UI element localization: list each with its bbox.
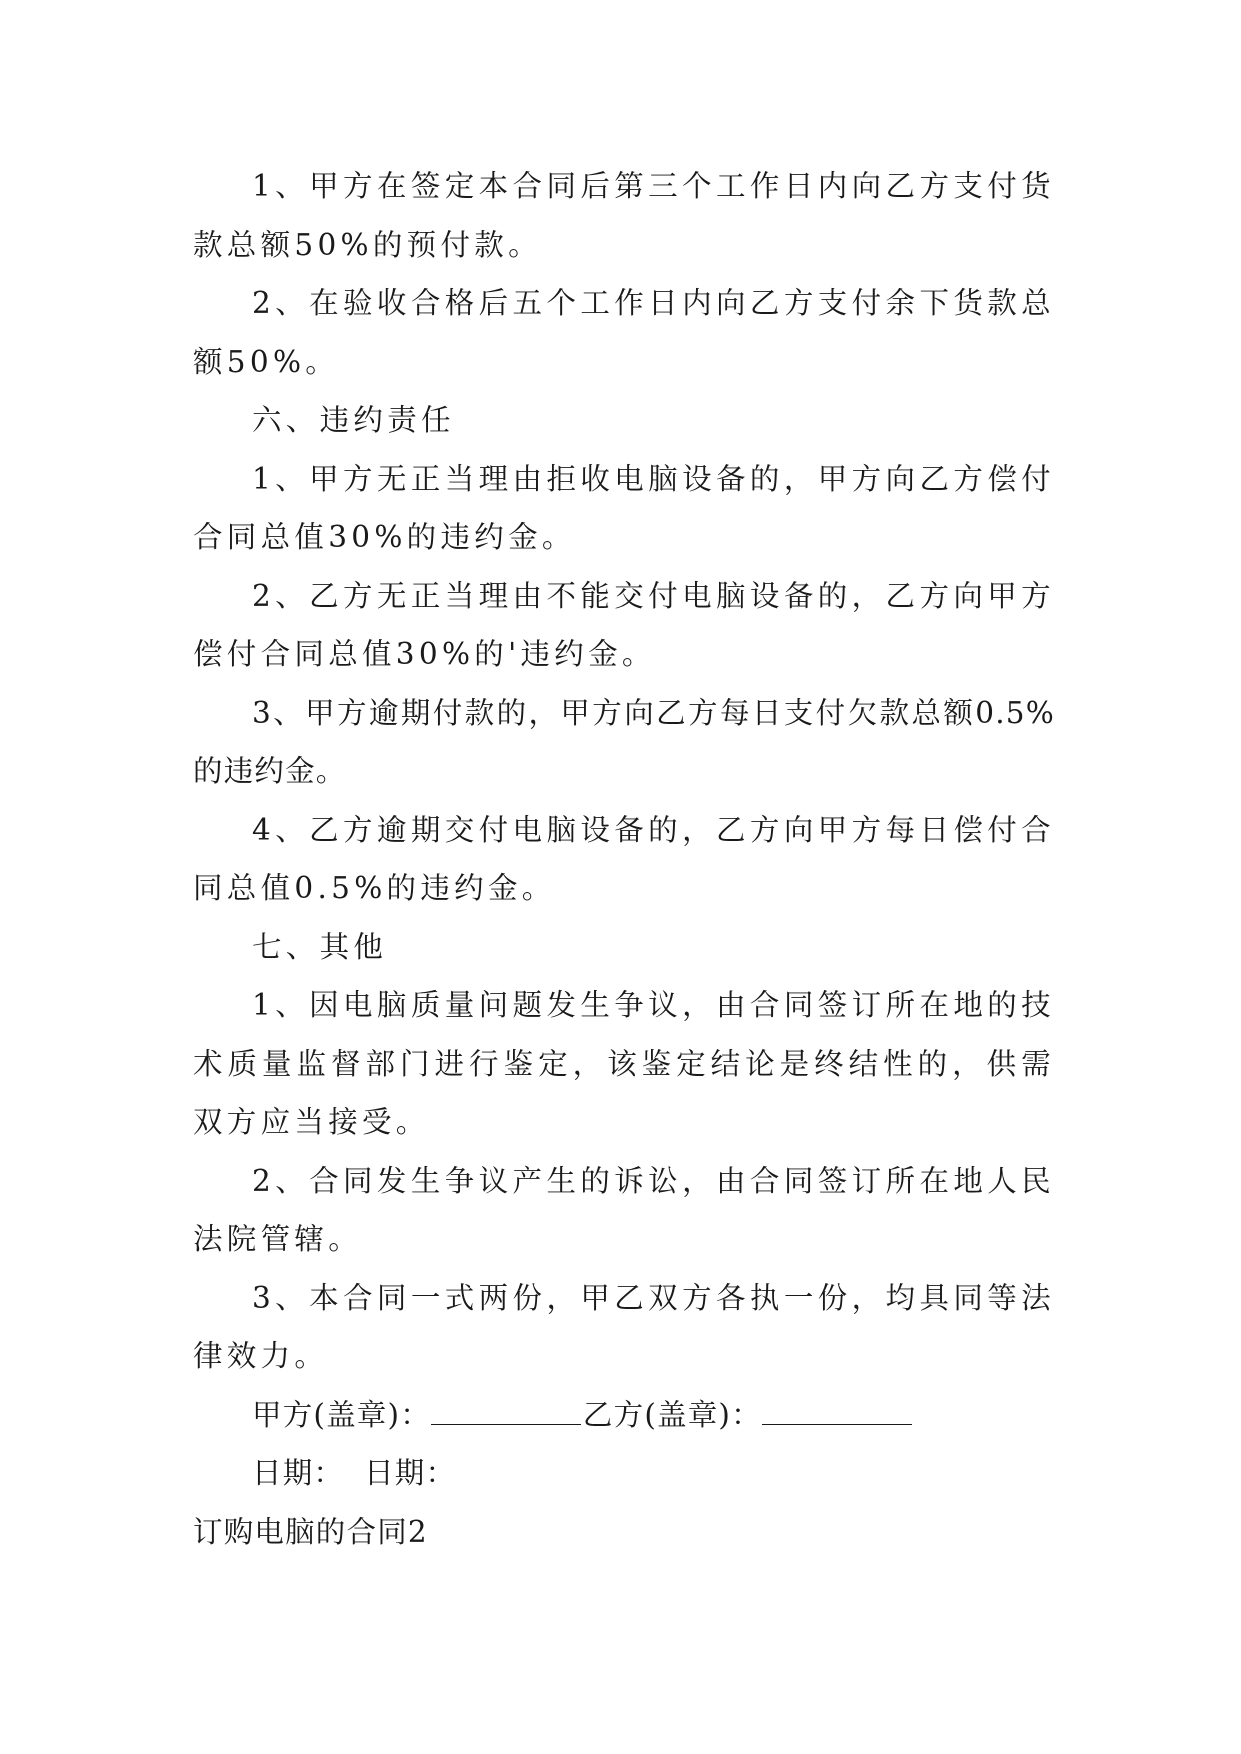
payment-clause-2: 2、在验收合格后五个工作日内向乙方支付余下货款总额50%。 [193,286,1055,379]
signature-line [193,1386,1055,1445]
party-b-date-label: 日期： [364,1456,457,1490]
other-clause-2: 2、合同发生争议产生的诉讼，由合同签订所在地人民法院管辖。 [193,1163,1055,1256]
party-a-date-label: 日期： [252,1456,345,1490]
next-contract-title: 订购电脑的合同2 [193,1514,428,1549]
party-a-seal-blank[interactable] [431,1402,581,1425]
payment-clause-1: 1、甲方在签定本合同后第三个工作日内向乙方支付货款总额50%的预付款。 [193,169,1055,262]
document-body [193,157,1055,1561]
breach-clause-2: 2、乙方无正当理由不能交付电脑设备的，乙方向甲方偿付合同总值30%的'违约金。 [193,578,1055,671]
other-clause-3: 3、本合同一式两份，甲乙双方各执一份，均具同等法律效力。 [193,1280,1055,1373]
party-b-seal-blank[interactable] [762,1402,912,1425]
party-a-seal-label: 甲方(盖章)： [252,1397,431,1432]
breach-clause-1: 1、甲方无正当理由拒收电脑设备的，甲方向乙方偿付合同总值30%的违约金。 [193,461,1055,554]
party-b-seal-label: 乙方(盖章)： [582,1397,762,1432]
breach-clause-3: 3、甲方逾期付款的，甲方向乙方每日支付欠款总额0.5%的违约金。 [193,695,1055,788]
other-clause-1: 1、因电脑质量问题发生争议，由合同签订所在地的技术质量监督部门进行鉴定，该鉴定结论是终结性的，供需双方应当接受。 [193,988,1055,1139]
section-heading-breach: 六、违约责任 [252,403,455,437]
section-heading-other: 七、其他 [252,929,388,964]
date-line [193,1444,1055,1503]
breach-clause-4: 4、乙方逾期交付电脑设备的，乙方向甲方每日偿付合同总值0.5%的违约金。 [193,812,1055,905]
